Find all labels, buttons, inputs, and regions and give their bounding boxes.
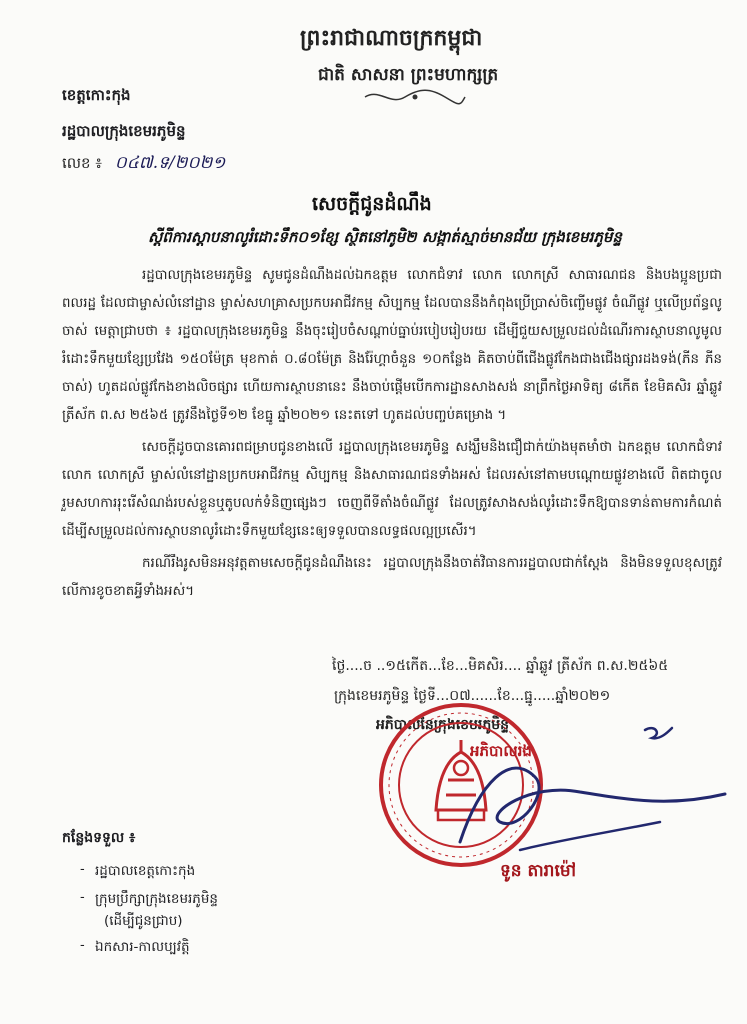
document-subject: ស្តីពីការស្តាបនាលូរំដោះទឹក០១ខ្សែ ស្ថិតនៅភូមិ២ សង្កាត់ស្មាច់មានជ័យ ក្រុងខេមរភូមិន្ទ	[148, 228, 622, 246]
signatory-label: អភិបាលនៃក្រុងខេមរភូមិន្ទ	[376, 717, 510, 733]
document-title: សេចក្តីជូនដំណឹង	[312, 193, 432, 215]
recipient-item: រដ្ឋបាលខេត្តកោះកុង	[95, 863, 196, 879]
reference-line	[62, 152, 225, 177]
notice-body	[62, 262, 722, 610]
recipient-item: ក្រុមប្រឹក្សាក្រុងខេមរភូមិន្ទ	[95, 891, 219, 907]
reference-label: លេខ ៖	[62, 154, 102, 172]
body-paragraph: ករណីរឹងរូសមិនអនុវត្តតាមសេចក្តីជូនដំណឹងនេះ រដ្ឋបាលក្រុងនឹងចាត់វិធានការរដ្ឋបាលជាក់ស្តែង និងមិនទទួលខុសត្រូវលើការខូចខាតអ្វីទាំងអស់។	[62, 556, 722, 599]
signer-name: ទូន តារាម៉ៅ	[500, 861, 577, 881]
solar-date: ក្រុងខេមរភូមិន្ទ ថ្ងៃទី...០៧......ខែ...ធ្នូ.....ឆ្នាំ២០២១	[334, 688, 611, 704]
administration-name: រដ្ឋបាលក្រុងខេមរភូមិន្ទ	[62, 122, 186, 140]
province-name: ខេត្តកោះកុង	[62, 86, 131, 104]
handwritten-signature-icon	[440, 722, 740, 882]
ornament-divider	[360, 88, 470, 106]
bullet-dash: -	[80, 938, 85, 953]
body-paragraph: រដ្ឋបាលក្រុងខេមរភូមិន្ទ សូមជូនដំណឹងដល់ឯកឧត្តម លោកជំទាវ លោក លោកស្រី សាធារណជន និងបងប្អូនប្រជាពលរដ្ឋ ដែលជាម្ចាស់លំនៅដ្ឋាន ម្ចាស់សហគ្រាសប្រកបអាជីវកម្ម សិប្បកម្ម ដែលបាននឹងកំពុងប្រើប្រាស់ចិញ្ចើមផ្លូវ ចំណីផ្លូវ ឬលើប្រព័ន្ធលូចាស់ មេត្តាជ្រាបថា ៖ រដ្ឋបាលក្រុងខេមរភូមិន្ទ នឹងចុះរៀបចំសណ្តាប់ធ្នាប់របៀបរៀបរយ ដើម្បីជួយសម្រួលដល់ដំណើរការស្ថាបនាលូមូលរំដោះទឹកមួយខ្សែប្រវែង ១៥០ម៉ែត្រ មុខកាត់ ០.៨០ម៉ែត្រ និងរ៉ែហ្គាចំនួន ១០កន្លែង គិតចាប់ពីជើងផ្លូវកែងជាងជើងផ្សារដងទង់(ភីន ភីន ចាស់) ហូតដល់ផ្លូវកែងខាងលិចផ្សារ ហើយការស្ថាបនានេះ នឹងចាប់ផ្តើមបើកការដ្ឋានសាងសង់ នាព្រឹកថ្ងៃអាទិត្យ ៨កើត ខែមិគសិរ ឆ្នាំឆ្លូវ ត្រីស័ក ព.ស ២៥៦៥ ត្រូវនឹងថ្ងៃទី១២ ខែធ្នូ ឆ្នាំ២០២១ នេះតទៅ ហូតដល់បញ្ចប់គម្រោង ។	[62, 268, 722, 423]
body-paragraph: សេចក្តីដូចបានគោរពជម្រាបជូនខាងលើ រដ្ឋបាលក្រុងខេមរភូមិន្ទ សង្ឃឹមនិងជឿជាក់យ៉ាងមុតមាំថា ឯកឧត្តម លោកជំទាវ លោក លោកស្រី ម្ចាស់លំនៅដ្ឋានប្រកបអាជីវកម្ម សិប្បកម្ម និងសាធារណជនទាំងអស់ ដែលរស់នៅតាមបណ្តោយផ្លូវខាងលើ ពិតជាចូលរួមសហការរុះរើសំណង់របស់ខ្លួនឬតូបលក់ទំនិញផ្សេងៗ ចេញពីទីតាំងចំណីផ្លូវ ដែលត្រូវសាងសង់លូរំដោះទឹកឱ្យបានទាន់តាមការកំណត់ ដើម្បីសម្រួលដល់ការស្ថាបនាលូរំដោះទឹកមួយខ្សែនេះឲ្យទទួលបានលទ្ធផលល្អប្រសើរ។	[62, 440, 722, 539]
recipient-item-note: (ដើម្បីជូនជ្រាប)	[104, 913, 183, 929]
reference-number: ០៤៧.ទ/២០២១	[114, 153, 226, 173]
kingdom-heading: ព្រះរាជាណាចក្រកម្ពុជា	[300, 26, 483, 51]
recipients-heading: កន្លែងទទួល ៖	[62, 830, 136, 846]
bullet-dash: -	[80, 890, 85, 905]
recipient-item: ឯកសារ-កាលប្បវត្តិ	[95, 939, 190, 955]
bullet-dash: -	[80, 862, 85, 877]
national-motto: ជាតិ សាសនា ព្រះមហាក្សត្រ	[318, 65, 499, 85]
lunar-date: ថ្ងៃ....ច ..១៥កើត...ខែ...មិគសិរ.... ឆ្នាំឆ្លូវ ត្រីស័ក ព.ស.២៥៦៥	[332, 658, 669, 674]
signer-title: អភិបាលរង	[470, 742, 532, 760]
